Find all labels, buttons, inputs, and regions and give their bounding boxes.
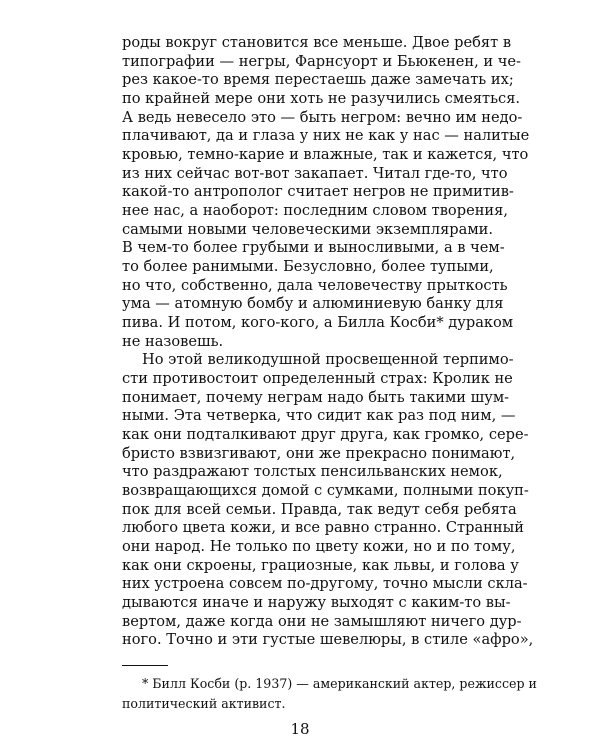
text-line: не назовешь. [122, 332, 224, 350]
text-line: пок для всей семьи. Правда, так ведут себя ребята [122, 500, 517, 518]
text-line: плачивают, да и глаза у них не как у нас — налитые [122, 127, 530, 145]
text-line: ного. Точно и эти густые шевелюры, в стиле «афро», [122, 631, 534, 649]
text-line: из них сейчас вот-вот закапает. Читал где-то, что [122, 164, 508, 182]
text-line: самыми новыми человеческими экземплярами. [122, 220, 494, 238]
text-line: но что, собственно, дала человечеству прыткость [122, 276, 508, 294]
text-line: по крайней мере они хоть не разучились смеяться. [122, 90, 521, 107]
text-line: любого цвета кожи, и все равно странно. Странный [122, 519, 524, 537]
text-line: то более ранимыми. Безусловно, более тупыми, [122, 258, 494, 275]
text-line: пива. И потом, кого-кого, а Билла Косби* дураком [122, 314, 514, 331]
text-line: ума — атомную бомбу и алюминиевую банку для [122, 295, 504, 313]
text-line: сти противостоит определенный страх: Кролик не [122, 370, 513, 387]
text-line: кровью, темно-карие и влажные, так и кажется, что [122, 146, 529, 163]
text-line: роды вокруг становится все меньше. Двое ребят в [122, 34, 512, 51]
text-line: возвращающихся домой с сумками, полными покуп- [122, 482, 529, 499]
text-line: вертом, даже когда они не замышляют ничего дур- [122, 612, 522, 630]
text-line: как они подталкивают друг друга, как громко, сере- [122, 426, 529, 443]
text-line: как они скроены, грациозные, как львы, и голова у [122, 556, 519, 574]
text-line: бристо взвизгивают, они же прекрасно понимают, [122, 444, 516, 462]
text-line: типографии — негры, Фарнсуорт и Бьюкенен, и че- [122, 52, 521, 70]
text-line: понимает, почему неграм надо быть такими шум- [122, 388, 510, 406]
paragraph-first-line: Но этой великодушной просвещенной терпимо- [142, 351, 514, 369]
text-line: рез какое-то время перестаешь даже замечать их; [122, 71, 514, 89]
text-line: В чем-то более грубыми и выносливыми, а в чем- [122, 239, 505, 257]
text-line: какой-то антрополог считает негров не примитив- [122, 183, 514, 201]
text-line: что раздражают толстых пенсильванских немок, [122, 463, 503, 481]
text-line: они народ. Не только по цвету кожи, но и по тому, [122, 538, 516, 555]
text-line: них устроена совсем по-другому, точно мысли скла- [122, 575, 528, 593]
text-line: дываются иначе и наружу выходят с каким-то вы- [122, 594, 511, 611]
text-line: нее нас, а наоборот: последним словом творения, [122, 202, 509, 219]
footnote-text: * Билл Косби (р. 1937) — американский актер, режиссер и [142, 676, 537, 691]
text-line: А ведь невесело это — быть негром: вечно им недо- [122, 108, 523, 126]
text-line: ными. Эта четверка, что сидит как раз под ним, — [122, 407, 516, 425]
footnote-text: политический активист. [122, 696, 286, 711]
footnote-separator [122, 665, 168, 666]
page-number: 18 [290, 720, 310, 738]
